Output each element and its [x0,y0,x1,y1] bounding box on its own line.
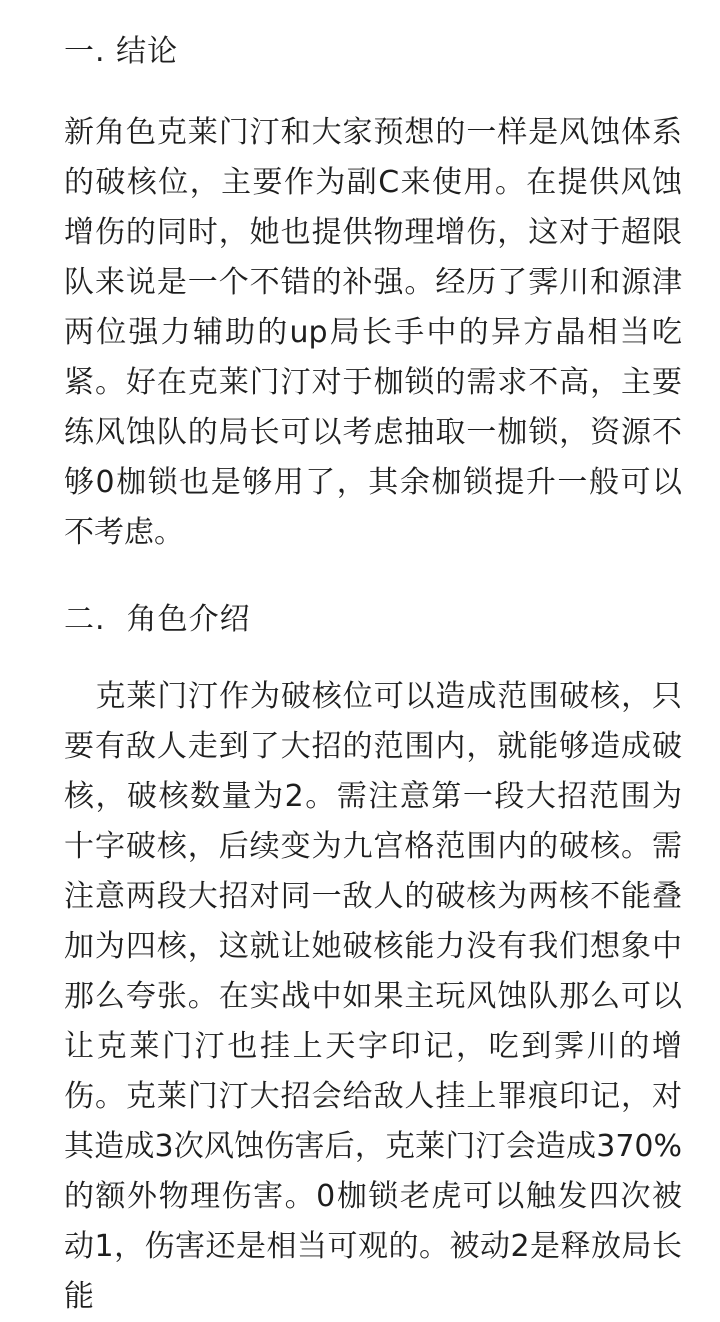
section-heading-character-intro: 二. 角色介绍 [64,602,251,637]
conclusion-paragraph: 新角色克莱门汀和大家预想的一样是风蚀体系的破核位，主要作为副C来使用。在提供风蚀增伤的同时，她也提供物理增伤，这对于超限队来说是一个不错的补强。经历了霁川和源津两位强力辅助的up局长手中的异方晶相当吃紧。好在克莱门汀对于枷锁的需求不高，主要练风蚀队的局长可以考虑抽取一枷锁，资源不够0枷锁也是够用了，其余枷锁提升一般可以不考虑。 [64,115,682,550]
character-intro-paragraph: 克莱门汀作为破核位可以造成范围破核，只要有敌人走到了大招的范围内，就能够造成破核，破核数量为2。需注意第一段大招范围为十字破核，后续变为九宫格范围内的破核。需注意两段大招对同一敌人的破核为两核不能叠加为四核，这就让她破核能力没有我们想象中那么夸张。在实战中如果主玩风蚀队那么可以让克莱门汀也挂上天字印记，吃到霁川的增伤。克莱门汀大招会给敌人挂上罪痕印记，对其造成3次风蚀伤害后，克莱门汀会造成370%的额外物理伤害。0枷锁老虎可以触发四次被动1，伤害还是相当可观的。被动2是释放局长能 [64,679,683,1314]
section-heading-conclusion: 一. 结论 [64,34,179,69]
